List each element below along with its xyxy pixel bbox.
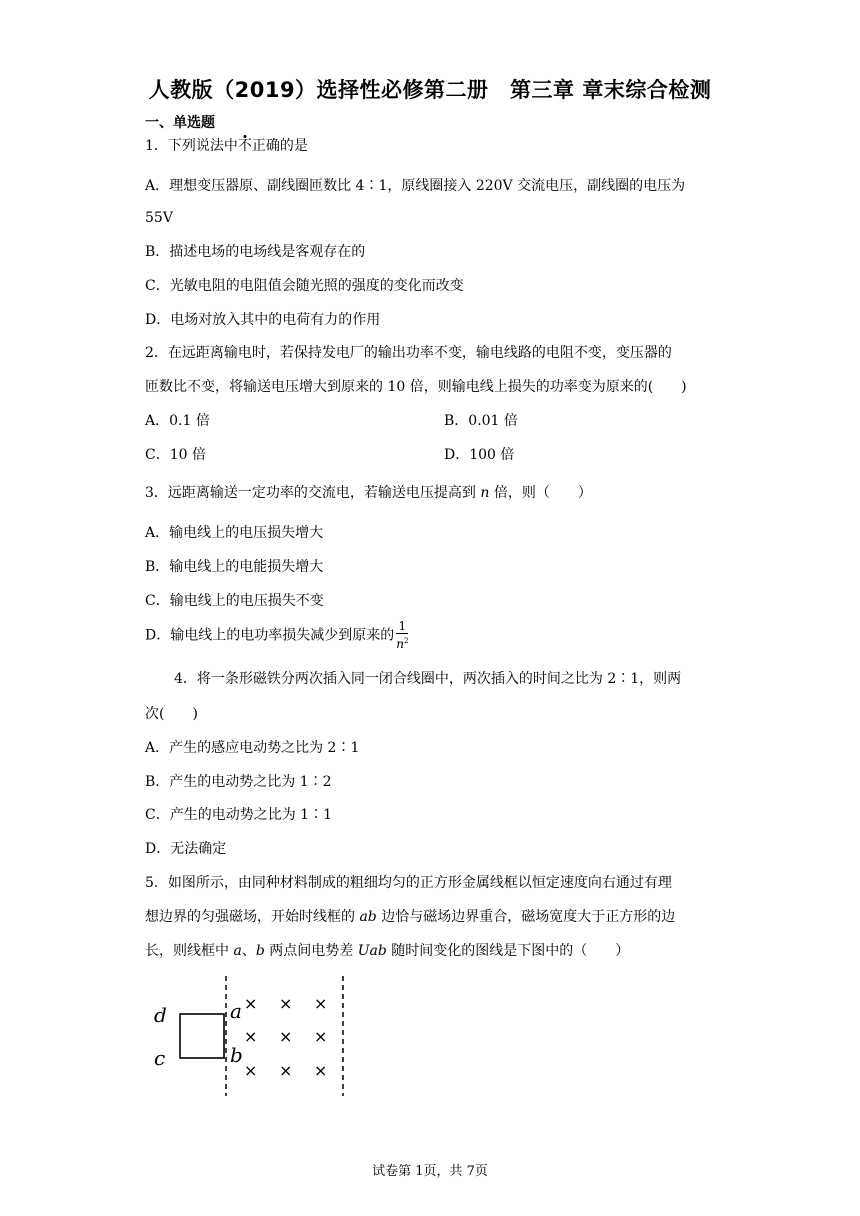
q3-option-d: D．输电线上的电功率损失减少到原来的 $\frac{1}{n^2}$	[145, 619, 409, 651]
q1-option-a-line1: A．理想变压器原、副线圈匝数比 4∶1，原线圈接入 220V 交流电压，副线圈的电压为	[145, 178, 686, 194]
q4-option-b: B．产生的电动势之比为 1∶2	[145, 774, 332, 790]
q3-option-c: C．输电线上的电压损失不变	[145, 593, 324, 609]
label-d: d	[154, 1003, 167, 1027]
page-title: 人教版（2019）选择性必修第二册 第三章 章末综合检测	[148, 78, 712, 102]
question-5-stem-line1: 5．如图所示，由同种材料制成的粗细均匀的正方形金属线框以恒定速度向右通过有理	[145, 875, 672, 891]
fraction: $\frac{1}{n^2}$	[396, 619, 409, 651]
field-mark: ×	[279, 1027, 293, 1046]
field-mark: ×	[244, 994, 258, 1013]
section-title: 一、单选题	[145, 115, 215, 131]
label-c: c	[154, 1046, 166, 1070]
field-mark: ×	[314, 994, 328, 1013]
q2-option-d: D．100 倍	[444, 447, 515, 463]
question-4-stem-line2: 次( )	[145, 706, 198, 722]
page-footer: 试卷第 1页，共 7页	[372, 1164, 488, 1179]
q1-option-b: B．描述电场的电场线是客观存在的	[145, 244, 366, 260]
q4-option-c: C．产生的电动势之比为 1∶1	[145, 807, 332, 823]
q1-option-c: C．光敏电阻的电阻值会随光照的强度的变化而改变	[145, 278, 464, 294]
q3-option-a: A．输电线上的电压损失增大	[145, 525, 324, 541]
field-mark: ×	[279, 1061, 293, 1080]
field-mark: ×	[244, 1027, 258, 1046]
q2-option-a: A．0.1 倍	[145, 413, 210, 429]
field-mark: ×	[314, 1061, 328, 1080]
q2-option-b: B．0.01 倍	[444, 413, 518, 429]
question-3-stem: 3．远距离输送一定功率的交流电，若输送电压提高到 n 倍，则（ ）	[145, 485, 592, 501]
field-mark: ×	[244, 1061, 258, 1080]
q3-option-b: B．输电线上的电能损失增大	[145, 559, 324, 575]
q4-option-a: A．产生的感应电动势之比为 2∶1	[145, 740, 360, 756]
q1-option-d: D．电场对放入其中的电荷有力的作用	[145, 312, 381, 328]
question-2-stem-line1: 2．在远距离输电时，若保持发电厂的输出功率不变，输电线路的电阻不变，变压器的	[145, 345, 672, 361]
emphasis-dot-char: 不	[237, 138, 252, 154]
question-5-stem-line2: 想边界的匀强磁场，开始时线框的 ab 边恰与磁场边界重合，磁场宽度大于正方形的边	[145, 909, 676, 925]
question-5-stem-line3: 长，则线框中 a、b 两点间电势差 Uab 随时间变化的图线是下图中的（ ）	[145, 943, 630, 959]
field-mark: ×	[279, 994, 293, 1013]
question-1-stem: 1．下列说法中不正确的是	[145, 138, 308, 154]
label-a: a	[230, 999, 242, 1023]
question-4-stem-line1: 4．将一条形磁铁分两次插入同一闭合线圈中，两次插入的时间之比为 2∶1，则两	[174, 671, 682, 687]
field-marks	[244, 994, 327, 1080]
label-b: b	[230, 1043, 243, 1067]
square-loop	[180, 1014, 224, 1058]
q2-option-c: C．10 倍	[145, 447, 206, 463]
q4-option-d: D．无法确定	[145, 841, 227, 857]
field-mark: ×	[314, 1027, 328, 1046]
figure-svg	[140, 966, 370, 1101]
magnetic-field-figure	[140, 966, 370, 1105]
question-2-stem-line2: 匝数比不变，将输送电压增大到原来的 10 倍，则输电线上损失的功率变为原来的( )	[145, 379, 687, 395]
q1-option-a-line2: 55V	[145, 210, 173, 226]
